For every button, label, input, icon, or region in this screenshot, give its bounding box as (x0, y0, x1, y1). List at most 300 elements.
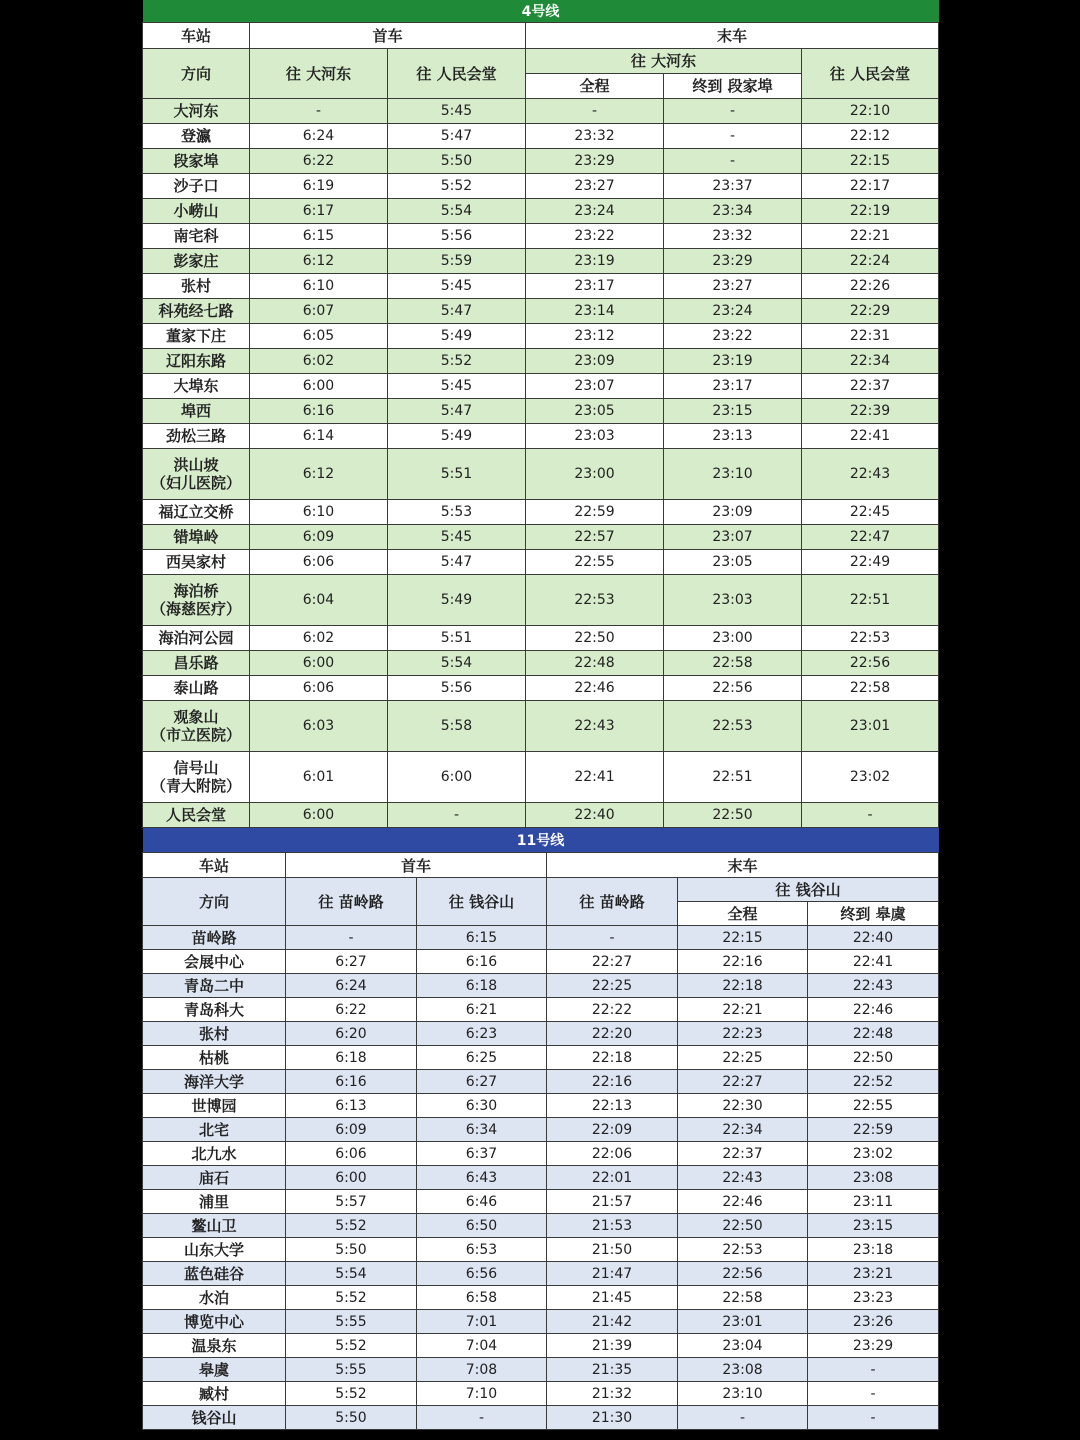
time-cell: 23:27 (664, 273, 802, 298)
table-row (143, 802, 939, 827)
time-cell: 22:43 (678, 1166, 808, 1190)
time-cell: 23:10 (664, 448, 802, 499)
time-cell: 23:22 (526, 223, 664, 248)
time-cell: 22:52 (808, 1070, 939, 1094)
time-cell: 6:18 (417, 974, 547, 998)
time-cell: 22:50 (678, 1214, 808, 1238)
table-row (143, 650, 939, 675)
time-cell: 5:55 (286, 1358, 417, 1382)
time-cell: 23:09 (664, 499, 802, 524)
time-cell: 6:00 (286, 1166, 417, 1190)
station-name: 庙石 (143, 1166, 286, 1190)
time-cell: 21:57 (547, 1190, 678, 1214)
last-train-header: 末车 (547, 853, 939, 878)
time-cell: 22:48 (808, 1022, 939, 1046)
station-name: 山东大学 (143, 1238, 286, 1262)
station-name: 蓝色硅谷 (143, 1262, 286, 1286)
station-name: 辽阳东路 (143, 348, 250, 373)
time-cell: 5:45 (388, 98, 526, 123)
time-cell: 23:08 (808, 1166, 939, 1190)
time-cell: 23:17 (664, 373, 802, 398)
time-cell: 5:54 (388, 650, 526, 675)
time-cell: 22:27 (547, 950, 678, 974)
time-cell: 22:19 (802, 198, 939, 223)
table-row (143, 998, 939, 1022)
time-cell: 23:32 (526, 123, 664, 148)
time-cell: 22:34 (678, 1118, 808, 1142)
time-cell: 5:52 (388, 173, 526, 198)
time-cell: 22:53 (526, 574, 664, 625)
table-row (143, 223, 939, 248)
time-cell: 5:52 (286, 1286, 417, 1310)
time-cell: 22:55 (526, 549, 664, 574)
table-row (143, 1070, 939, 1094)
time-cell: 5:45 (388, 373, 526, 398)
station-name: 观象山 （市立医院） (143, 700, 250, 751)
time-cell: - (808, 1406, 939, 1430)
time-cell: 22:12 (802, 123, 939, 148)
time-cell: 23:09 (526, 348, 664, 373)
time-cell: 22:29 (802, 298, 939, 323)
station-name: 劲松三路 (143, 423, 250, 448)
time-cell: 22:01 (547, 1166, 678, 1190)
station-name: 苗岭路 (143, 926, 286, 950)
table-row (143, 98, 939, 123)
time-cell: 22:17 (802, 173, 939, 198)
time-cell: 23:29 (664, 248, 802, 273)
table-row (143, 273, 939, 298)
time-cell: 23:23 (808, 1286, 939, 1310)
time-cell: 22:58 (664, 650, 802, 675)
time-cell: 22:40 (526, 802, 664, 827)
table-row (143, 1022, 939, 1046)
station-name: 段家埠 (143, 148, 250, 173)
table-row (143, 398, 939, 423)
time-cell: 22:10 (802, 98, 939, 123)
time-cell: 6:22 (286, 998, 417, 1022)
time-cell: 5:47 (388, 549, 526, 574)
first-train-header: 首车 (286, 853, 547, 878)
time-cell: 22:50 (808, 1046, 939, 1070)
time-cell: 22:46 (526, 675, 664, 700)
station-name: 水泊 (143, 1286, 286, 1310)
time-cell: 7:10 (417, 1382, 547, 1406)
table-row (143, 574, 939, 625)
time-cell: 5:54 (286, 1262, 417, 1286)
time-cell: 23:10 (678, 1382, 808, 1406)
table-row (143, 1382, 939, 1406)
station-name: 温泉东 (143, 1334, 286, 1358)
time-cell: 22:41 (808, 950, 939, 974)
table-row (143, 549, 939, 574)
station-name: 人民会堂 (143, 802, 250, 827)
time-cell: 6:23 (417, 1022, 547, 1046)
time-cell: 23:05 (664, 549, 802, 574)
time-cell: 22:25 (547, 974, 678, 998)
station-name: 南宅科 (143, 223, 250, 248)
time-cell: 23:21 (808, 1262, 939, 1286)
time-cell: - (286, 926, 417, 950)
time-cell: 6:04 (250, 574, 388, 625)
time-cell: 22:56 (678, 1262, 808, 1286)
time-cell: 22:18 (547, 1046, 678, 1070)
time-cell: - (808, 1382, 939, 1406)
time-cell: 22:16 (678, 950, 808, 974)
table-row (143, 751, 939, 802)
station-name: 信号山 （青大附院） (143, 751, 250, 802)
time-cell: 23:07 (664, 524, 802, 549)
time-cell: 22:51 (664, 751, 802, 802)
station-name: 董家下庄 (143, 323, 250, 348)
time-cell: 6:09 (250, 524, 388, 549)
station-name: 博览中心 (143, 1310, 286, 1334)
first-to-renmin-header: 往 人民会堂 (388, 48, 526, 98)
time-cell: 21:45 (547, 1286, 678, 1310)
table-row (143, 625, 939, 650)
time-cell: - (547, 926, 678, 950)
time-cell: 6:14 (250, 423, 388, 448)
table-row (143, 1094, 939, 1118)
time-cell: 5:45 (388, 273, 526, 298)
time-cell: 22:43 (808, 974, 939, 998)
time-cell: 21:35 (547, 1358, 678, 1382)
table-row (143, 1142, 939, 1166)
station-name: 错埠岭 (143, 524, 250, 549)
time-cell: 21:47 (547, 1262, 678, 1286)
time-cell: 22:37 (802, 373, 939, 398)
time-cell: 6:03 (250, 700, 388, 751)
time-cell: 22:30 (678, 1094, 808, 1118)
time-cell: - (250, 98, 388, 123)
last-to-miaoling-header: 往 苗岭路 (547, 878, 678, 926)
station-name: 海洋大学 (143, 1070, 286, 1094)
time-cell: 6:09 (286, 1118, 417, 1142)
station-name: 沙子口 (143, 173, 250, 198)
time-cell: 22:27 (678, 1070, 808, 1094)
time-cell: 6:43 (417, 1166, 547, 1190)
time-cell: 6:00 (250, 373, 388, 398)
time-cell: 22:45 (802, 499, 939, 524)
time-cell: 21:39 (547, 1334, 678, 1358)
short-route-header: 终到 段家埠 (664, 73, 802, 98)
time-cell: 22:56 (802, 650, 939, 675)
time-cell: 21:50 (547, 1238, 678, 1262)
time-cell: 6:18 (286, 1046, 417, 1070)
time-cell: 22:26 (802, 273, 939, 298)
station-name: 大埠东 (143, 373, 250, 398)
line11-title: 11号线 (143, 828, 939, 853)
time-cell: 23:29 (526, 148, 664, 173)
table-row (143, 926, 939, 950)
time-cell: 23:14 (526, 298, 664, 323)
table-row (143, 1214, 939, 1238)
time-cell: 22:21 (678, 998, 808, 1022)
full-route-header: 全程 (678, 902, 808, 926)
time-cell: 22:34 (802, 348, 939, 373)
table-row (143, 373, 939, 398)
time-cell: 5:52 (286, 1214, 417, 1238)
time-cell: 7:04 (417, 1334, 547, 1358)
last-train-header: 末车 (526, 22, 939, 48)
time-cell: 23:01 (802, 700, 939, 751)
table-row (143, 1166, 939, 1190)
table-row (143, 1310, 939, 1334)
last-to-renmin-header: 往 人民会堂 (802, 48, 939, 98)
time-cell: 5:45 (388, 524, 526, 549)
time-cell: 5:59 (388, 248, 526, 273)
short-route-header: 终到 皋虞 (808, 902, 939, 926)
time-cell: 6:30 (417, 1094, 547, 1118)
timetable-sheet (142, 0, 938, 1430)
time-cell: 5:52 (286, 1334, 417, 1358)
time-cell: 5:49 (388, 574, 526, 625)
time-cell: 6:00 (388, 751, 526, 802)
time-cell: 7:08 (417, 1358, 547, 1382)
time-cell: 5:55 (286, 1310, 417, 1334)
time-cell: 5:51 (388, 448, 526, 499)
time-cell: - (526, 98, 664, 123)
station-name: 世博园 (143, 1094, 286, 1118)
time-cell: 6:20 (286, 1022, 417, 1046)
time-cell: 23:07 (526, 373, 664, 398)
time-cell: 22:51 (802, 574, 939, 625)
first-to-miaoling-header: 往 苗岭路 (286, 878, 417, 926)
time-cell: 5:50 (388, 148, 526, 173)
time-cell: - (417, 1406, 547, 1430)
time-cell: 22:59 (808, 1118, 939, 1142)
time-cell: 5:54 (388, 198, 526, 223)
time-cell: 22:37 (678, 1142, 808, 1166)
time-cell: 6:16 (286, 1070, 417, 1094)
station-name: 昌乐路 (143, 650, 250, 675)
station-name: 大河东 (143, 98, 250, 123)
time-cell: - (664, 123, 802, 148)
time-cell: 6:19 (250, 173, 388, 198)
station-header: 车站 (143, 853, 286, 878)
station-name: 臧村 (143, 1382, 286, 1406)
table-row (143, 974, 939, 998)
station-name: 张村 (143, 1022, 286, 1046)
time-cell: 23:11 (808, 1190, 939, 1214)
time-cell: 22:43 (526, 700, 664, 751)
time-cell: 23:00 (664, 625, 802, 650)
time-cell: 22:24 (802, 248, 939, 273)
time-cell: 6:02 (250, 625, 388, 650)
station-name: 洪山坡 （妇儿医院） (143, 448, 250, 499)
time-cell: 23:34 (664, 198, 802, 223)
table-row (143, 1238, 939, 1262)
time-cell: 22:41 (526, 751, 664, 802)
station-name: 钱谷山 (143, 1406, 286, 1430)
time-cell: 23:15 (664, 398, 802, 423)
time-cell: 5:52 (388, 348, 526, 373)
time-cell: 23:24 (664, 298, 802, 323)
time-cell: - (808, 1358, 939, 1382)
time-cell: 22:22 (547, 998, 678, 1022)
time-cell: 22:13 (547, 1094, 678, 1118)
time-cell: 22:56 (664, 675, 802, 700)
table-row (143, 1358, 939, 1382)
time-cell: 6:34 (417, 1118, 547, 1142)
station-name: 北宅 (143, 1118, 286, 1142)
time-cell: 6:37 (417, 1142, 547, 1166)
time-cell: 23:02 (802, 751, 939, 802)
time-cell: 22:06 (547, 1142, 678, 1166)
time-cell: 22:43 (802, 448, 939, 499)
time-cell: 22:16 (547, 1070, 678, 1094)
time-cell: 22:20 (547, 1022, 678, 1046)
station-name: 北九水 (143, 1142, 286, 1166)
table-row (143, 1046, 939, 1070)
time-cell: 23:27 (526, 173, 664, 198)
table-row (143, 448, 939, 499)
time-cell: 22:41 (802, 423, 939, 448)
table-row (143, 323, 939, 348)
time-cell: 5:56 (388, 675, 526, 700)
station-name: 科苑经七路 (143, 298, 250, 323)
time-cell: 22:53 (664, 700, 802, 751)
station-name: 张村 (143, 273, 250, 298)
table-row (143, 123, 939, 148)
time-cell: 22:25 (678, 1046, 808, 1070)
time-cell: 6:56 (417, 1262, 547, 1286)
time-cell: 6:16 (250, 398, 388, 423)
time-cell: 23:29 (808, 1334, 939, 1358)
last-to-qianggu-header: 往 钱谷山 (678, 878, 939, 902)
table-row (143, 298, 939, 323)
station-name: 青岛科大 (143, 998, 286, 1022)
time-cell: 5:47 (388, 298, 526, 323)
time-cell: 22:57 (526, 524, 664, 549)
table-row (143, 700, 939, 751)
time-cell: 23:19 (526, 248, 664, 273)
time-cell: 5:47 (388, 398, 526, 423)
table-row (143, 248, 939, 273)
time-cell: 22:47 (802, 524, 939, 549)
time-cell: 6:16 (417, 950, 547, 974)
time-cell: 23:15 (808, 1214, 939, 1238)
station-name: 鳌山卫 (143, 1214, 286, 1238)
time-cell: 6:02 (250, 348, 388, 373)
time-cell: 6:12 (250, 248, 388, 273)
time-cell: 23:19 (664, 348, 802, 373)
time-cell: 23:22 (664, 323, 802, 348)
time-cell: 6:12 (250, 448, 388, 499)
table-row (143, 1190, 939, 1214)
time-cell: 23:01 (678, 1310, 808, 1334)
time-cell: 22:49 (802, 549, 939, 574)
time-cell: - (664, 98, 802, 123)
time-cell: - (664, 148, 802, 173)
time-cell: 6:24 (286, 974, 417, 998)
time-cell: 6:15 (250, 223, 388, 248)
station-name: 西吴家村 (143, 549, 250, 574)
time-cell: 23:00 (526, 448, 664, 499)
time-cell: 21:53 (547, 1214, 678, 1238)
time-cell: 6:05 (250, 323, 388, 348)
time-cell: - (388, 802, 526, 827)
time-cell: 6:06 (250, 675, 388, 700)
time-cell: 23:12 (526, 323, 664, 348)
station-name: 彭家庄 (143, 248, 250, 273)
time-cell: 6:07 (250, 298, 388, 323)
time-cell: 23:18 (808, 1238, 939, 1262)
time-cell: 6:53 (417, 1238, 547, 1262)
time-cell: 22:58 (678, 1286, 808, 1310)
time-cell: 6:24 (250, 123, 388, 148)
table-row (143, 173, 939, 198)
direction-header: 方向 (143, 878, 286, 926)
station-name: 会展中心 (143, 950, 286, 974)
time-cell: 5:47 (388, 123, 526, 148)
time-cell: - (802, 802, 939, 827)
time-cell: 6:46 (417, 1190, 547, 1214)
time-cell: 6:27 (417, 1070, 547, 1094)
time-cell: 6:10 (250, 499, 388, 524)
time-cell: 22:39 (802, 398, 939, 423)
station-name: 埠西 (143, 398, 250, 423)
time-cell: 5:52 (286, 1382, 417, 1406)
table-row (143, 675, 939, 700)
station-name: 小崂山 (143, 198, 250, 223)
time-cell: 22:53 (678, 1238, 808, 1262)
time-cell: 22:55 (808, 1094, 939, 1118)
table-row (143, 198, 939, 223)
time-cell: 22:53 (802, 625, 939, 650)
time-cell: 23:37 (664, 173, 802, 198)
time-cell: 5:51 (388, 625, 526, 650)
time-cell: 5:50 (286, 1406, 417, 1430)
station-name: 登瀛 (143, 123, 250, 148)
time-cell: 23:03 (526, 423, 664, 448)
time-cell: 6:00 (250, 802, 388, 827)
time-cell: 6:22 (250, 148, 388, 173)
time-cell: 22:59 (526, 499, 664, 524)
time-cell: 7:01 (417, 1310, 547, 1334)
time-cell: 23:04 (678, 1334, 808, 1358)
station-name: 皋虞 (143, 1358, 286, 1382)
line11-table (142, 828, 939, 1431)
time-cell: 23:24 (526, 198, 664, 223)
table-row (143, 950, 939, 974)
time-cell: 6:00 (250, 650, 388, 675)
time-cell: 5:49 (388, 423, 526, 448)
time-cell: 22:23 (678, 1022, 808, 1046)
time-cell: 23:17 (526, 273, 664, 298)
time-cell: 6:17 (250, 198, 388, 223)
time-cell: 23:32 (664, 223, 802, 248)
time-cell: 6:06 (250, 549, 388, 574)
time-cell: 6:01 (250, 751, 388, 802)
time-cell: 22:48 (526, 650, 664, 675)
table-row (143, 499, 939, 524)
time-cell: 23:05 (526, 398, 664, 423)
time-cell: 6:13 (286, 1094, 417, 1118)
time-cell: 6:58 (417, 1286, 547, 1310)
time-cell: 22:21 (802, 223, 939, 248)
time-cell: 22:15 (802, 148, 939, 173)
time-cell: 5:58 (388, 700, 526, 751)
table-row (143, 423, 939, 448)
time-cell: 5:57 (286, 1190, 417, 1214)
time-cell: 22:50 (526, 625, 664, 650)
station-name: 福辽立交桥 (143, 499, 250, 524)
first-to-qianggu-header: 往 钱谷山 (417, 878, 547, 926)
full-route-header: 全程 (526, 73, 664, 98)
time-cell: 22:15 (678, 926, 808, 950)
line4-title: 4号线 (143, 0, 939, 22)
time-cell: 23:26 (808, 1310, 939, 1334)
